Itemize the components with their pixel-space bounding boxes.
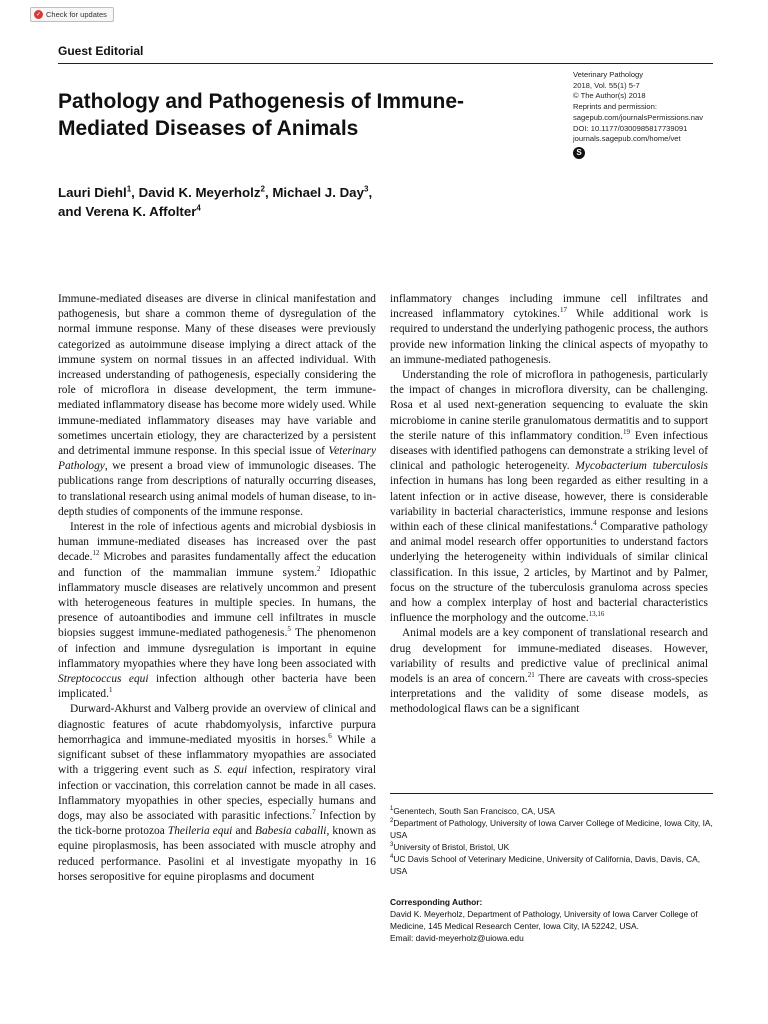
doi-line[interactable]: DOI: 10.1177/0300985817739091 [573,123,688,133]
citation-ref[interactable]: 2 [317,564,321,573]
author-name: Michael J. Day [272,185,364,200]
citation-ref[interactable]: 21 [527,671,535,680]
update-check-icon: ✓ [35,12,42,18]
citation-ref[interactable]: 1 [108,686,113,695]
sage-logo-icon: S [573,147,585,159]
text-run: Comparative pathology and animal model research offer opportunities to understand factors underlying the heterogeneity within individuals of similar clinical classification. In this issue, 2 articles, by Martinot and by Palmer, focus on the structure of the tuberculosis granuloma across species and how a complex interplay of host and bacterial characteristics influence the morphology and the outcome. [390,521,708,625]
citation-ref[interactable]: 12 [92,549,100,558]
author-affiliation-mark: 4 [196,203,201,213]
author-name: David K. Meyerholz [138,185,261,200]
text-run: , known as equine piroplasmosis, has been associated with muscle atrophy and reduced performance. Pasolini et al investigate myopathy in 16 horses seropositive for equine piroplasms and document [58,825,376,883]
footnote-divider [390,793,713,794]
citation-ref[interactable]: 7 [312,808,316,817]
text-run: Immune-mediated diseases are diverse in clinical manifestation and pathogenesis, but share a common theme of dysregulation of the normal immune response. Many of these diseases were previously categorized as autoimmune disease implying a direct attack of the immune system on normal tissues in an affected individual. With increased understanding of pathogenesis, especially considering the role of microflora in disease development, the term immune-mediated inflammatory disease has become more widely used. While immune-mediated inflammatory diseases may have variable and sometimes uncertain etiology, they are characterized by a persistent and detrimental immune response. In this special issue of [58,293,376,458]
check-for-updates-badge[interactable] [30,7,114,22]
affiliation [390,841,713,853]
text-run: Durward-Akhurst and Valberg provide an overview of clinical and diagnostic features of acute rhabdomyolysis, infarctive purpura hemorrhagica and immune-mediated myositis in horses. [58,703,376,746]
paragraph [58,702,376,884]
corresponding-author-label: Corresponding Author: [390,897,483,907]
paragraph [390,292,708,368]
citation-ref[interactable]: 4 [593,519,597,528]
author-name: Lauri Diehl [58,185,127,200]
author-name: and Verena K. Affolter [58,204,197,219]
author-affiliation-mark: 3 [363,184,369,194]
corresponding-author-email[interactable]: Email: david-meyerholz@uiowa.edu [390,933,524,943]
body-column-right [390,292,708,787]
corresponding-author-address: David K. Meyerholz, Department of Pathology, University of Iowa Carver College of Medicine, 145 Medical Research Center, Iowa City, IA 52242, USA. [390,909,698,931]
text-run: Understanding the role of microflora in pathogenesis, particularly the impact of changes in microflora diversity, can be challenging. Rosa et al used next-generation sequencing to evaluate the skin microbiome in canine sterile granulomatous dermatitis and to support the sterile nature of this inflammatory condition. [390,369,708,442]
species-name: Streptococcus equi [58,673,149,686]
affiliation-text: Department of Pathology, University of Iowa Carver College of Medicine, Iowa City, IA, USA [390,818,713,840]
affiliation [390,805,713,817]
section-label: Guest Editorial [58,44,144,58]
text-run: Animal models are a key component of translational research and drug development for immune-mediated diseases. However, variability of results and predictive value of preclinical animal models is an area of concern. [390,627,708,686]
paragraph [390,368,708,626]
species-name: Mycobacterium tuberculosis [575,460,708,473]
citation-ref[interactable]: 17 [559,306,567,315]
text-run: While a significant subset of these inflammatory myopathies are associated with a triggering event such as [58,733,376,777]
journal-name: Veterinary Pathology [573,70,644,79]
journal-meta [573,70,733,159]
affiliation-mark: 3 [390,842,394,849]
text-run: While additional work is required to understand the underlying pathogenic process, the authors provide new information linking the clinical aspects of myopathy to an immune-mediated pathogenesis. [390,308,708,366]
affiliation [390,817,713,841]
affiliations [390,805,713,877]
affiliation-mark: 4 [390,854,394,861]
citation-ref[interactable]: 6 [328,732,332,741]
text-run: infection, respiratory viral infection or vaccination, this correlation cannot be made in all cases. Inflammatory myopathies in other species, especially humans and dogs, may also be associated with parasitic infections. [58,764,376,822]
affiliation-mark: 1 [390,806,394,813]
paragraph [58,520,376,702]
copyright-line: © The Author(s) 2018 [573,91,646,101]
paragraph [58,292,376,520]
check-for-updates-label: Check for updates [46,10,107,19]
body-column-left [58,292,376,982]
text-run: There are caveats with cross-species interpretations and the validity of some disease models, as methodological flaws can be a significant [390,673,708,716]
permissions-link[interactable]: sagepub.com/journalsPermissions.nav [573,112,704,122]
affiliation-text: University of Bristol, Bristol, UK [393,842,510,852]
citation-ref[interactable]: 5 [287,625,291,634]
header-divider [58,63,713,64]
author-separator: , [264,185,273,200]
text-run: infection although other bacteria have been implicated. [58,673,376,701]
citation-ref[interactable]: 13,16 [588,610,605,619]
text-run: The phenomenon of infection and immune dysregulation is important in equine inflammatory myopathies where they have long been associated with [58,627,376,670]
affiliation-mark: 2 [390,818,394,825]
article-title: Pathology and Pathogenesis of Immune-Mediated Diseases of Animals [58,90,465,140]
journal-link[interactable]: journals.sagepub.com/home/vet [573,134,681,144]
affiliation-text: UC Davis School of Veterinary Medicine, University of California, Davis, Davis, CA, USA [390,854,701,876]
paragraph [390,626,708,717]
text-run: Infection by the tick-borne protozoa [58,809,376,838]
text-run: and [232,825,256,838]
text-run: , we present a broad view of immunologic diseases. The publications range from descriptions of naturally occurring diseases, to translational research using animal models of human disease, to in-depth studies of components of the immune response. [58,460,376,518]
author-list [58,183,478,221]
journal-title-italic: Veterinary Pathology [58,445,376,473]
author-separator: , [131,185,139,200]
journal-volume: 2018, Vol. 55(1) 5-7 [573,80,640,90]
species-name: S. equi [213,764,248,777]
author-separator: , [368,185,373,200]
affiliation-text: Genentech, South San Francisco, CA, USA [393,806,555,816]
citation-ref[interactable]: 19 [623,428,630,437]
text-run: inflammatory changes including immune cell infiltrates and increased inflammatory cytokines. [390,293,708,321]
text-run: Microbes and parasites fundamentally affect the education and function of the mammalian immune system. [58,551,376,579]
species-name: Theileria equi [167,825,233,838]
text-run: infection in humans has long been regarded as either resulting in a latent infection or in active disease, however, there is considerable variability in bacterial characteristics, immune response and lesions within each of these clinical manifestations. [390,475,708,534]
affiliation [390,853,713,877]
text-run: Idiopathic inflammatory muscle diseases are relatively uncommon and present with heterogeneous features in multiple species. In humans, the presence of autoantibodies and immune cell infiltrates in muscle biopsies suggest immune-mediated pathogenesis. [58,566,376,640]
text-run: Interest in the role of infectious agents and microbial dysbiosis in human immune-mediated diseases has increased over the past decade. [58,521,376,564]
text-run: Even infectious diseases with identified pathogens can demonstrate a striking level of clinical and pathologic heterogeneity. [390,429,708,473]
author-affiliation-mark: 2 [260,184,265,194]
species-name: Babesia caballi [255,825,327,838]
corresponding-author [390,896,713,944]
author-affiliation-mark: 1 [126,184,132,194]
reprints-line: Reprints and permission: [573,102,657,112]
